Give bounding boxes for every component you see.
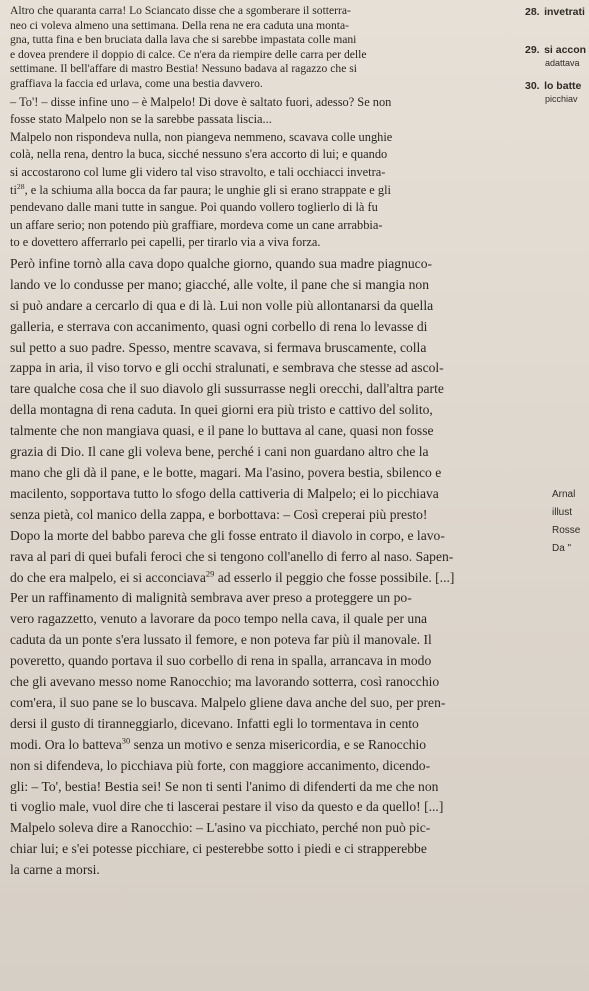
text-line: talmente che non mangiava quasi, e il pane lo buttava al cane, quasi non fosse [10, 423, 434, 439]
text-line: vero ragazzetto, venuto a lavorare da poco tempo nella cava, il quale per una [10, 611, 428, 627]
text-line: gli: – To', bestia! Bestia sei! Se non ti senti l'animo di difenderti da me che non [10, 778, 439, 794]
text-line: che gli avevano messo nome Ranocchio; ma lavorando sotterra, così ranocchio [10, 674, 440, 690]
paragraph-1 [10, 4, 515, 92]
text-line: si accostarono col lume gli videro tal viso stravolto, e tali occhiacci invetra- [10, 164, 386, 179]
footnote-marker: 29 [205, 567, 215, 578]
text-line: com'era, il suo pane se lo buscava. Malpelo gliene dava anche del suo, per pren- [10, 694, 446, 710]
text-line: fosse stato Malpelo non se la sarebbe passata liscia... [10, 112, 272, 127]
text-line: Malpelo non rispondeva nulla, non piangeva nemmeno, scavava colle unghie [10, 129, 393, 144]
text-line: Malpelo soleva dire a Ranocchio: – L'asino va picchiato, perché non può pic- [10, 820, 431, 836]
text-line: rava al pari di quei bufali feroci che si tengono coll'anello di ferro al naso. Sapen- [10, 548, 454, 564]
paragraph-2 [10, 94, 545, 252]
main-text [10, 4, 545, 881]
text-line: tare qualche cosa che il suo diavolo gli sussurrasse negli orecchi, dall'altra parte [10, 381, 444, 397]
footnote-marker: 30 [121, 735, 131, 746]
text-line: e dovea prendere il doppio di calce. Ce n'era da riempire delle carra per delle [10, 47, 367, 61]
text-line: to e dovettero afferrarlo pei capelli, per tirarlo via a viva forza. [10, 235, 321, 250]
text-line: modi. Ora lo batteva$^{30}$ senza un motivo e senza misericordia, e se Ranocchio [10, 735, 427, 752]
text-line: macilento, sopportava tutto lo sfogo della cattiveria di Malpelo; ei lo picchiava [10, 485, 439, 501]
text-line: do che era malpelo, ei si acconciava$^{29}$ ad esserlo il peggio che fosse possibile. [...] [10, 567, 455, 585]
text-line: senza pietà, col manico della zappa, e borbottava: – Così creperai più presto! [10, 506, 428, 522]
text-line: gna, tutta fina e ben bruciata dalla lava che si sarebbe impastata colle mani [10, 33, 357, 47]
text-line: chiar lui; e s'ei potesse picchiare, ci pesterebbe sotto i piedi e ci strapperebbe [10, 841, 427, 857]
footnote-marker: 28 [16, 181, 25, 191]
text-line: Dopo la morte del babbo pareva che gli fosse entrato il diavolo in corpo, e lavo- [10, 527, 445, 543]
text-line: settimane. Il bell'affare di mastro Bestia! Nessuno badava al ragazzo che si [10, 62, 357, 76]
text-line: Però infine tornò alla cava dopo qualche giorno, quando sua madre piagnuco- [10, 255, 433, 271]
margin-gloss-3: Rosse [552, 525, 581, 536]
text-line: colà, nella rena, dentro la buca, sicché nessuno s'era accorto di lui; e quando [10, 147, 388, 162]
text-line: caduta da un ponte s'era lussato il femore, e non poteva far più il manovale. Il [10, 632, 432, 648]
text-line: pendevano dalle mani tutte in sangue. Poi quando vollero toglierlo di là fu [10, 200, 378, 215]
text-line: mano che gli dà il pane, e le botte, magari. Ma l'asino, povera bestia, sbilenco e [10, 464, 442, 480]
text-line: un affare serio; non potendo più graffiare, mordeva come un cane arrabbia- [10, 217, 383, 232]
text-line: della montagna di rena caduta. In quei giorni era più tristo e cattivo del solito, [10, 402, 433, 418]
text-line: si può andare a cercarlo di qua e di là. Lui non volle più allontanarsi da quella [10, 297, 434, 313]
text-line: grazia di Dio. Il cane gli voleva bene, perché i cani non guardano altro che la [10, 444, 429, 460]
margin-gloss-4: Da " [552, 543, 572, 554]
text-line: zappa in aria, il viso torvo e gli occhi stralunati, e sembrava che stesse ad ascol- [10, 360, 444, 376]
paragraph-3 [10, 254, 545, 881]
text-line: lando ve lo condusse per mano; giacché, alle volte, il pane che si mangia non [10, 276, 430, 292]
footnote-30: 30. lo batte picchiav [525, 80, 582, 104]
text-line: $ti^{28}$, e la schiuma alla bocca da far paura; le unghie gli si erano strappate e gli [10, 181, 391, 197]
text-line: la carne a morsi. [10, 862, 100, 878]
text-line: Per un raffinamento di malignità sembrava aver preso a proteggere un po- [10, 590, 412, 606]
text-line: dersi il gusto di tiranneggiarlo, dicevano. Infatti egli lo tormentava in cento [10, 715, 419, 731]
text-line: – To'! – disse infine uno – è Malpelo! Di dove è saltato fuori, adesso? Se non [10, 94, 392, 109]
margin-gloss-1: Arnal [552, 489, 576, 500]
text-line: ti voglio male, vuol dire che ti lascerai pestare il viso da questo e da quello! [...] [10, 799, 444, 815]
footnote-29: 29. si accon adattava [525, 44, 587, 68]
margin-gloss-2: illust [552, 507, 573, 518]
text-line: poveretto, quando portava il suo corbello di rena in spalla, arrancava in modo [10, 653, 432, 669]
text-line: graffiava la faccia ed urlava, come una bestia davvero. [10, 76, 263, 90]
text-line: sul petto a suo padre. Spesso, mentre scavava, si fermava bruscamente, colla [10, 339, 427, 355]
text-line: non si difendeva, lo picchiava più forte, con maggiore accanimento, dicendo- [10, 757, 431, 773]
text-line: galleria, e sterrava con accanimento, quasi ogni corbello di rena lo levasse di [10, 318, 428, 334]
footnote-28: 28. invetrati [525, 6, 585, 18]
text-line: neo ci voleva almeno una settimana. Della rena ne era caduta una monta- [10, 18, 349, 32]
text-line: Altro che quaranta carra! Lo Sciancato disse che a sgomberare il sotterra- [10, 4, 351, 17]
